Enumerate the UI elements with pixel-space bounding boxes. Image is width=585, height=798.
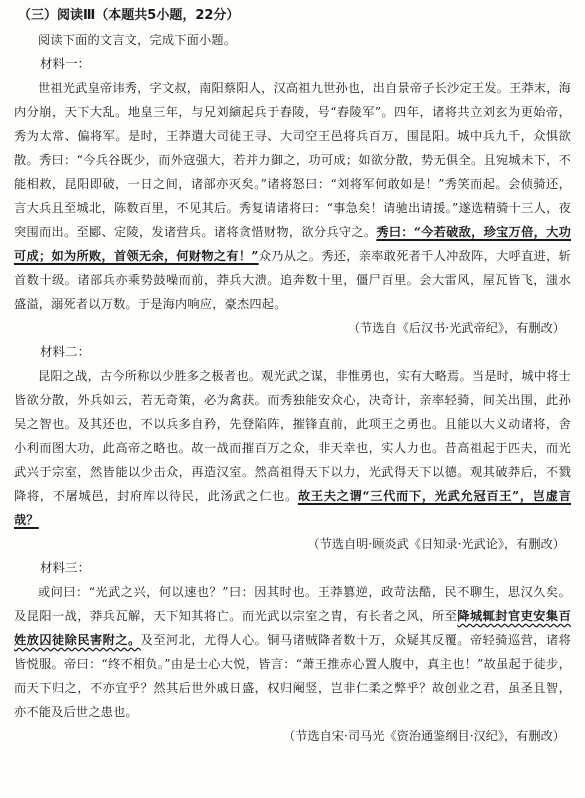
section-heading: （三）阅读Ⅲ（本题共5小题，22分） [18, 8, 240, 23]
material1-label: 材料一： [40, 56, 91, 71]
material2-underlined-sentence: 故王夫之谓“三代而下，光武允冠百王”，岂虚言哉？ [14, 489, 571, 527]
material1-body [14, 76, 571, 316]
material2-text-a: 昆阳之战，古今所称以少胜多之极者也。观光武之谋，非惟勇也，实有大略焉。当是时，城中将士皆欲分散，外兵如云，若无奇策，必为禽获。而秀独能安众心，决奇计，亲率轻骑，间关出围，此孙吴之智也。及其还也，不以兵多自矜，先登陷阵，摧锋直前，此项王之勇也。且能以大义动诸将，舍小利而图大功，此高帝之略也。故一战而摧百万之众，非天幸也，实人力也。昔高祖起于匹夫，而光武兴于宗室，然皆能以少击众，再造汉室。然高祖得天下以力，光武得天下以德。观其破莽后，不戮降将，不屠城邑，封府库以待民，此汤武之仁也。 [14, 369, 571, 503]
material1-underlined-sentence: 秀曰：“今若破敌，珍宝万倍，大功可成；如为所败，首领无余，何财物之有！” [14, 225, 571, 263]
material3-text-b: 及至河北，尤得人心。铜马诸贼降者数十万，众疑其反覆。帝轻骑巡营，诸将皆悦服。帝曰：“终不相负。”由是士心大悦，皆言：“萧王推赤心置人腹中，真主也！”故虽起于徒步，而天下归之，不亦宜乎？然其后世外戚日盛，权归阉竖，岂非仁柔之弊乎？故创业之君，虽圣且智，亦不能及后世之患也。 [14, 633, 571, 719]
material3-underlined-sentence: 降城辄封官吏安集百姓放囚徒除民害附之。 [14, 609, 571, 647]
material2-body [14, 364, 571, 532]
material1-text-b: 众乃从之。秀还，亲率敢死者千人冲敌阵，大呼直进，斩首数十级。诸部兵亦乘势鼓噪而前，莽兵大溃。追奔数十里，僵尸百里。会大雷风，屋瓦皆飞，滍水盛溢，溺死者以万数。于是海内响应，豪杰四起。 [14, 249, 572, 311]
material3-body [14, 580, 571, 724]
instruction-text: 阅读下面的文言文，完成下面小题。 [38, 33, 237, 47]
material2-source: （节选自明·顾炎武《日知录·光武论》，有删改） [307, 537, 565, 551]
material3-label: 材料三： [40, 560, 91, 575]
material3-text-a: 或问曰：“光武之兴，何以速也？”曰：因其时也。王莽篡逆，政苛法酷，民不聊生，思汉久矣。及昆阳一战，莽兵瓦解，天下知其将亡。而光武以宗室之胄，有长者之风，所至 [14, 585, 571, 623]
material1-text-a: 世祖光武皇帝讳秀，字文叔，南阳蔡阳人，汉高祖九世孙也，出自景帝子长沙定王发。王莽末，海内分崩，天下大乱。地皇三年，与兄刘縯起兵于舂陵，号“舂陵军”。四年，诸将共立刘玄为更始帝，秀为太常、偏将军。是时，王莽遣大司徒王寻、大司空王邑将兵百万，围昆阳。城中兵九千，众惧欲散。秀曰：“今兵谷既少，而外寇强大，若并力御之，功可成；如欲分散，势无俱全。且宛城未下，不能相救，昆阳即破，一日之间，诸部亦灭矣。”诸将怒曰：“刘将军何敢如是！”秀笑而起。会侦骑还，言大兵且至城北，陈数百里，不见其后。秀复请诸将曰：“事急矣！请驰出请援。”遂选精骑十三人，夜突围而出。至郾、定陵，发诸营兵。诸将贪惜财物，欲分兵守之。 [14, 81, 571, 239]
material3-source: （节选自宋·司马光《资治通鉴纲目·汉纪》，有删改） [283, 729, 565, 743]
material2-label: 材料二： [40, 344, 91, 359]
material1-source: （节选自《后汉书·光武帝纪》，有删改） [347, 321, 565, 335]
